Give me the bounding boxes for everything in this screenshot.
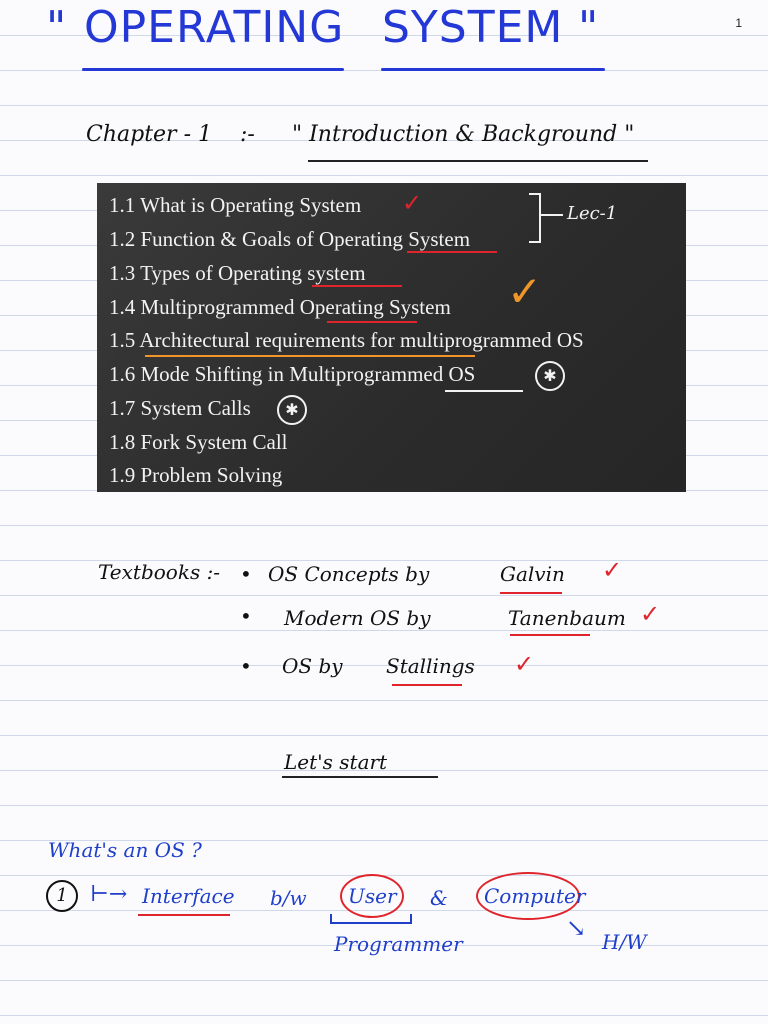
title-underline-2 <box>381 68 605 71</box>
definition-hw: H/W <box>602 930 647 954</box>
definition-bw: b/w <box>270 886 307 910</box>
slide-item: 1.3 Types of Operating system <box>109 261 366 285</box>
slide-item: 1.7 System Calls <box>109 396 251 420</box>
textbook-title: OS by <box>282 654 343 678</box>
programmer-brace <box>330 914 412 924</box>
arrow-icon: ⊢→ <box>90 882 128 907</box>
lecture-bracket <box>529 193 541 243</box>
title-close-quote: " <box>578 2 600 53</box>
hw-arrow-icon: ↘ <box>566 914 587 942</box>
chapter-title-underline <box>308 160 648 162</box>
page-number: 1 <box>735 16 742 30</box>
red-underline <box>500 592 562 594</box>
textbook-title: OS Concepts by <box>268 562 430 586</box>
red-underline <box>138 914 230 916</box>
red-check-icon: ✓ <box>402 189 423 217</box>
textbook-author: Galvin <box>500 562 565 586</box>
definition-interface: Interface <box>142 884 235 908</box>
chapter-label: Chapter - 1 <box>86 122 212 147</box>
red-underline <box>407 251 497 253</box>
item-number: 1 <box>46 880 78 912</box>
title-underline-1 <box>82 68 344 71</box>
definition-computer: Computer <box>484 884 586 908</box>
textbook-author: Stallings <box>386 654 475 678</box>
title-open-quote: " <box>46 2 68 53</box>
slide-item: 1.9 Problem Solving <box>109 463 283 487</box>
red-check-icon: ✓ <box>602 556 623 584</box>
red-underline <box>510 634 590 636</box>
textbook-author: Tanenbaum <box>508 606 626 630</box>
definition-and: & <box>430 886 448 910</box>
slide-item: 1.1 What is Operating System <box>109 193 362 217</box>
star-icon: ✱ <box>277 395 307 425</box>
chapter-title: " Introduction & Background " <box>292 122 635 147</box>
bullet-icon: • <box>240 604 252 628</box>
bullet-icon: • <box>240 562 252 586</box>
red-check-icon: ✓ <box>640 600 661 628</box>
orange-underline <box>145 355 475 357</box>
textbooks-label: Textbooks :- <box>98 560 221 584</box>
lets-start-heading: Let's start <box>284 750 388 774</box>
slide-item: 1.2 Function & Goals of Operating System <box>109 227 471 251</box>
textbook-title: Modern OS by <box>284 606 431 630</box>
red-underline <box>392 684 462 686</box>
title-word-operating: OPERATING <box>84 2 345 53</box>
red-check-icon: ✓ <box>514 650 535 678</box>
star-icon: ✱ <box>535 361 565 391</box>
slide-item: 1.8 Fork System Call <box>109 430 288 454</box>
bullet-icon: • <box>240 654 252 678</box>
title-word-system: SYSTEM <box>382 2 564 53</box>
chapter-contents-slide <box>97 183 686 492</box>
red-underline <box>312 285 402 287</box>
lec-1-annotation: Lec-1 <box>567 203 618 224</box>
definition-programmer: Programmer <box>334 932 463 956</box>
white-underline <box>445 390 523 392</box>
slide-item: 1.4 Multiprogrammed Operating System <box>109 295 451 319</box>
lets-start-underline <box>282 776 438 778</box>
question-heading: What's an OS ? <box>48 838 202 862</box>
orange-check-icon: ✓ <box>507 267 543 316</box>
red-underline <box>327 321 417 323</box>
chapter-separator: :- <box>240 122 255 147</box>
slide-item: 1.5 Architectural requirements for multiprogrammed OS <box>109 328 584 352</box>
definition-user: User <box>348 884 397 908</box>
slide-item: 1.6 Mode Shifting in Multiprogrammed OS <box>109 362 476 386</box>
bracket-arrow <box>541 214 563 216</box>
